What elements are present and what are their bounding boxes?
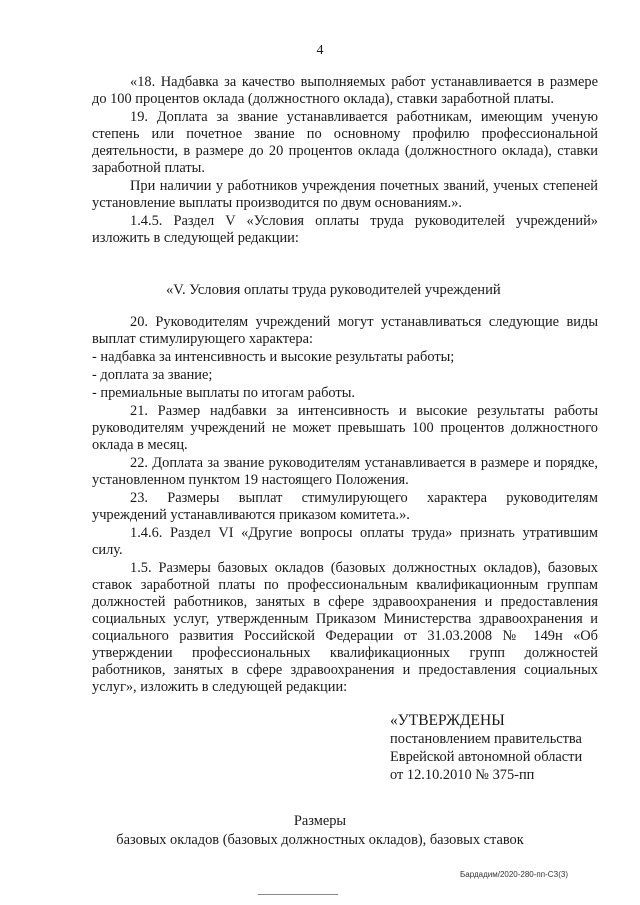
sizes-title bbox=[0, 812, 640, 850]
paragraph-1-4-6: 1.4.6. Раздел VI «Другие вопросы оплаты труда» признать утратившим силу. bbox=[92, 525, 598, 558]
list-item: - доплата за звание; bbox=[92, 367, 213, 383]
approval-stamp-block bbox=[390, 712, 605, 784]
paragraph-21: 21. Размер надбавки за интенсивность и высокие результаты работы руководителям учреждений не может превышать 100 процентов должностного оклада в месяц. bbox=[92, 403, 598, 453]
paragraph-23: 23. Размеры выплат стимулирующего характера руководителям учреждений устанавливаются приказом комитета.». bbox=[92, 490, 598, 523]
list-item: - премиальные выплаты по итогам работы. bbox=[92, 385, 355, 401]
section-heading: «V. Условия оплаты труда руководителей учреждений bbox=[166, 282, 501, 298]
sizes-title-line: Размеры bbox=[293, 813, 347, 829]
paragraph-1-4-5: 1.4.5. Раздел V «Условия оплаты труда руководителей учреждений» изложить в следующей редакции: bbox=[92, 213, 598, 246]
list-item: - надбавка за интенсивность и высокие результаты работы; bbox=[92, 349, 455, 365]
paragraph-18: «18. Надбавка за качество выполняемых работ устанавливается в размере до 100 процентов оклада (должностного оклада), ставки заработной платы. bbox=[92, 74, 598, 107]
document-code: Бардадим/2020-280-пп-СЗ(3) bbox=[460, 870, 569, 879]
sizes-title-line: базовых окладов (базовых должностных окладов), базовых ставок bbox=[116, 832, 524, 848]
approval-line: Еврейской автономной области bbox=[390, 749, 583, 765]
scan-artifact-divider bbox=[258, 894, 338, 895]
paragraph-19-note: При наличии у работников учреждения почетных званий, ученых степеней установление выплаты производится по двум основаниям.». bbox=[92, 178, 598, 211]
approval-line: постановлением правительства bbox=[390, 731, 582, 747]
paragraph-22: 22. Доплата за звание руководителям устанавливается в размере и порядке, установленном пунктом 19 настоящего Положения. bbox=[92, 455, 598, 488]
page-number: 4 bbox=[316, 43, 324, 58]
paragraph-1-5: 1.5. Размеры базовых окладов (базовых должностных окладов), базовых ставок заработной платы по профессиональным квалификационным группам должностей работников, занятых в сфере здравоохранения и предоставления социальных услуг, утвержденным Приказом Министерства здравоохранения и социального развития Российской Федерации от 31.03.2008 № 149н «Об утверждении профессиональных квалификационных групп должностей работников, занятых в сфере здравоохранения и предоставления социальных услуг», изложить в следующей редакции: bbox=[92, 560, 598, 695]
approval-line: от 12.10.2010 № 375-пп bbox=[390, 767, 535, 783]
paragraph-20: 20. Руководителям учреждений могут устанавливаться следующие виды выплат стимулирующего характера: bbox=[92, 314, 598, 347]
intro-paragraphs bbox=[92, 74, 598, 247]
paragraph-19: 19. Доплата за звание устанавливается работникам, имеющим ученую степень или почетное звание по основному профилю профессиональной деятельности, в размере до 20 процентов оклада (должностного оклада), ставки заработной платы. bbox=[92, 109, 598, 176]
approval-title: «УТВЕРЖДЕНЫ bbox=[390, 712, 505, 729]
section-body bbox=[92, 314, 598, 696]
